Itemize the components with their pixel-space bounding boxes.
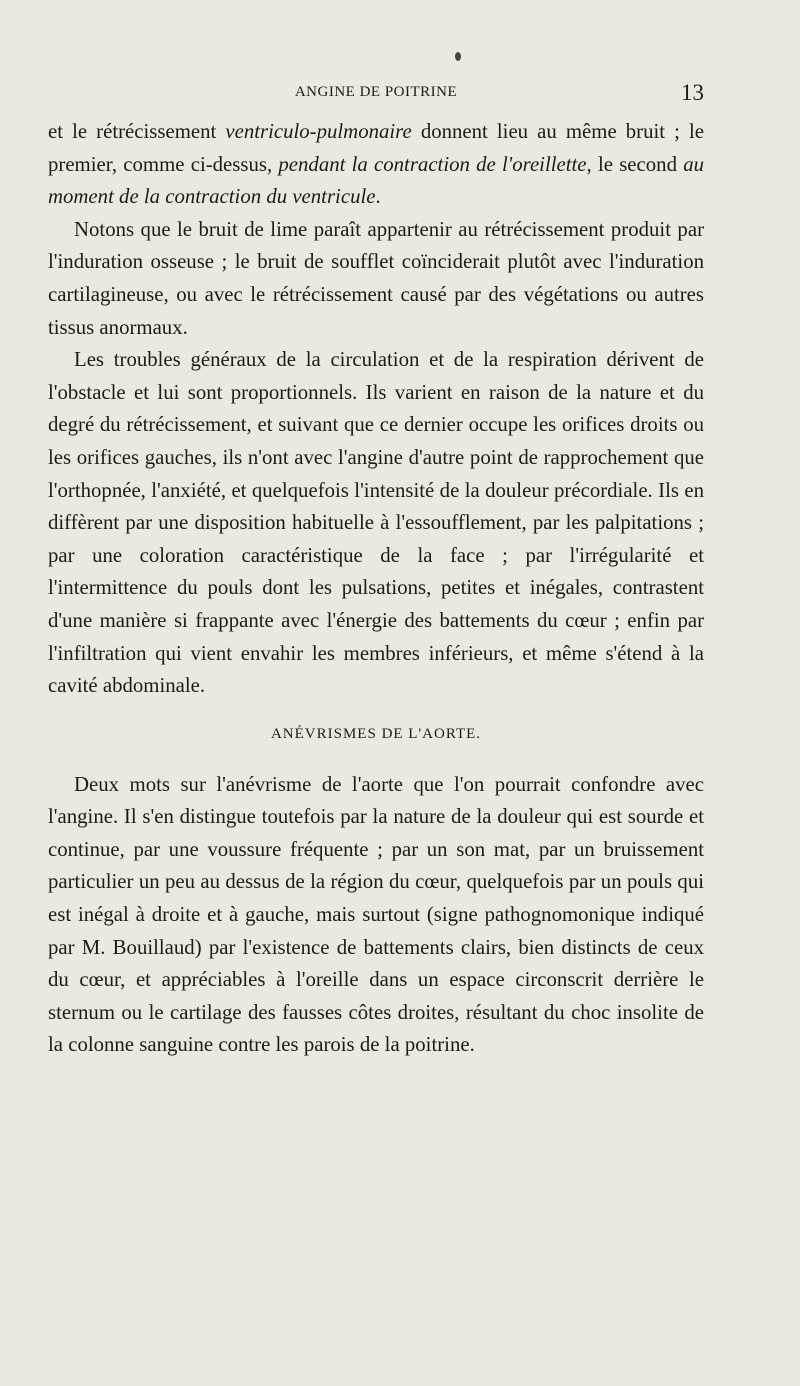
text-run: , le second xyxy=(586,152,684,176)
italic-phrase: au moment de la contraction du ventricule xyxy=(48,152,704,209)
italic-term: ventriculo-pulmonaire xyxy=(225,120,412,143)
ink-mark xyxy=(455,52,461,61)
section-heading: ANÉVRISMES DE L'AORTE. xyxy=(270,725,482,742)
text-run: donnent lieu au même bruit ; le premier, comme ci-dessus, xyxy=(48,120,704,176)
text-run: . xyxy=(375,185,381,209)
page-header xyxy=(48,80,704,114)
text-run: et le rétrécissement xyxy=(48,120,226,143)
italic-phrase: pendant la contraction de l'oreillette xyxy=(278,152,587,176)
body-text xyxy=(48,116,704,1062)
running-title: ANGINE DE POITRINE xyxy=(294,84,458,100)
paragraph: Notons que le bruit de lime paraît appartenir au rétrécissement produit par l'induration osseuse ; le bruit de soufflet coïnciderait plutôt avec l'induration cartilagineuse, ou avec le rétrécissement causé par des végétations ou autres tissus anormaux. xyxy=(48,217,704,339)
paragraph: Les troubles généraux de la circulation et de la respiration dérivent de l'obstacle et lui sont proportionnels. Ils varient en raison de la nature et du degré du rétrécissement, et suivant que ce dernier occupe les orifices droits ou les orifices gauches, ils n'ont avec l'angine d'autre point de rapprochement que l'orthopnée, l'anxiété, et quelquefois l'intensité de la douleur précordiale. Ils en diffèrent par une disposition habituelle à l'essoufflement, par les palpitations ; par une coloration caractéristique de la face ; par l'irrégularité et l'intermittence du pouls dont les pulsations, petites et inégales, contrastent d'une manière si frappante avec l'énergie des battements du cœur ; enfin par l'infiltration qui vient envahir les membres inférieurs, et même s'étend à la cavité abdominale. xyxy=(48,348,704,698)
paragraph: Deux mots sur l'anévrisme de l'aorte que l'on pourrait confondre avec l'angine. Il s'en distingue toutefois par la nature de la douleur qui est sourde et continue, par une voussure fréquente ; par un son mat, par un bruissement particulier un peu au dessus de la région du cœur, quelquefois par un pouls qui est inégal à droite et à gauche, mais surtout (signe pathognomonique indiqué par M. Bouillaud) par l'existence de battements clairs, bien distincts de ceux du cœur, et appréciables à l'oreille dans un espace circonscrit derrière le sternum ou le cartilage des fausses côtes droites, résultant du choc insolite de la colonne sanguine contre les parois de la poitrine. xyxy=(48,772,704,1057)
page-number: 13 xyxy=(681,80,704,105)
paragraph-continuation xyxy=(48,116,704,214)
